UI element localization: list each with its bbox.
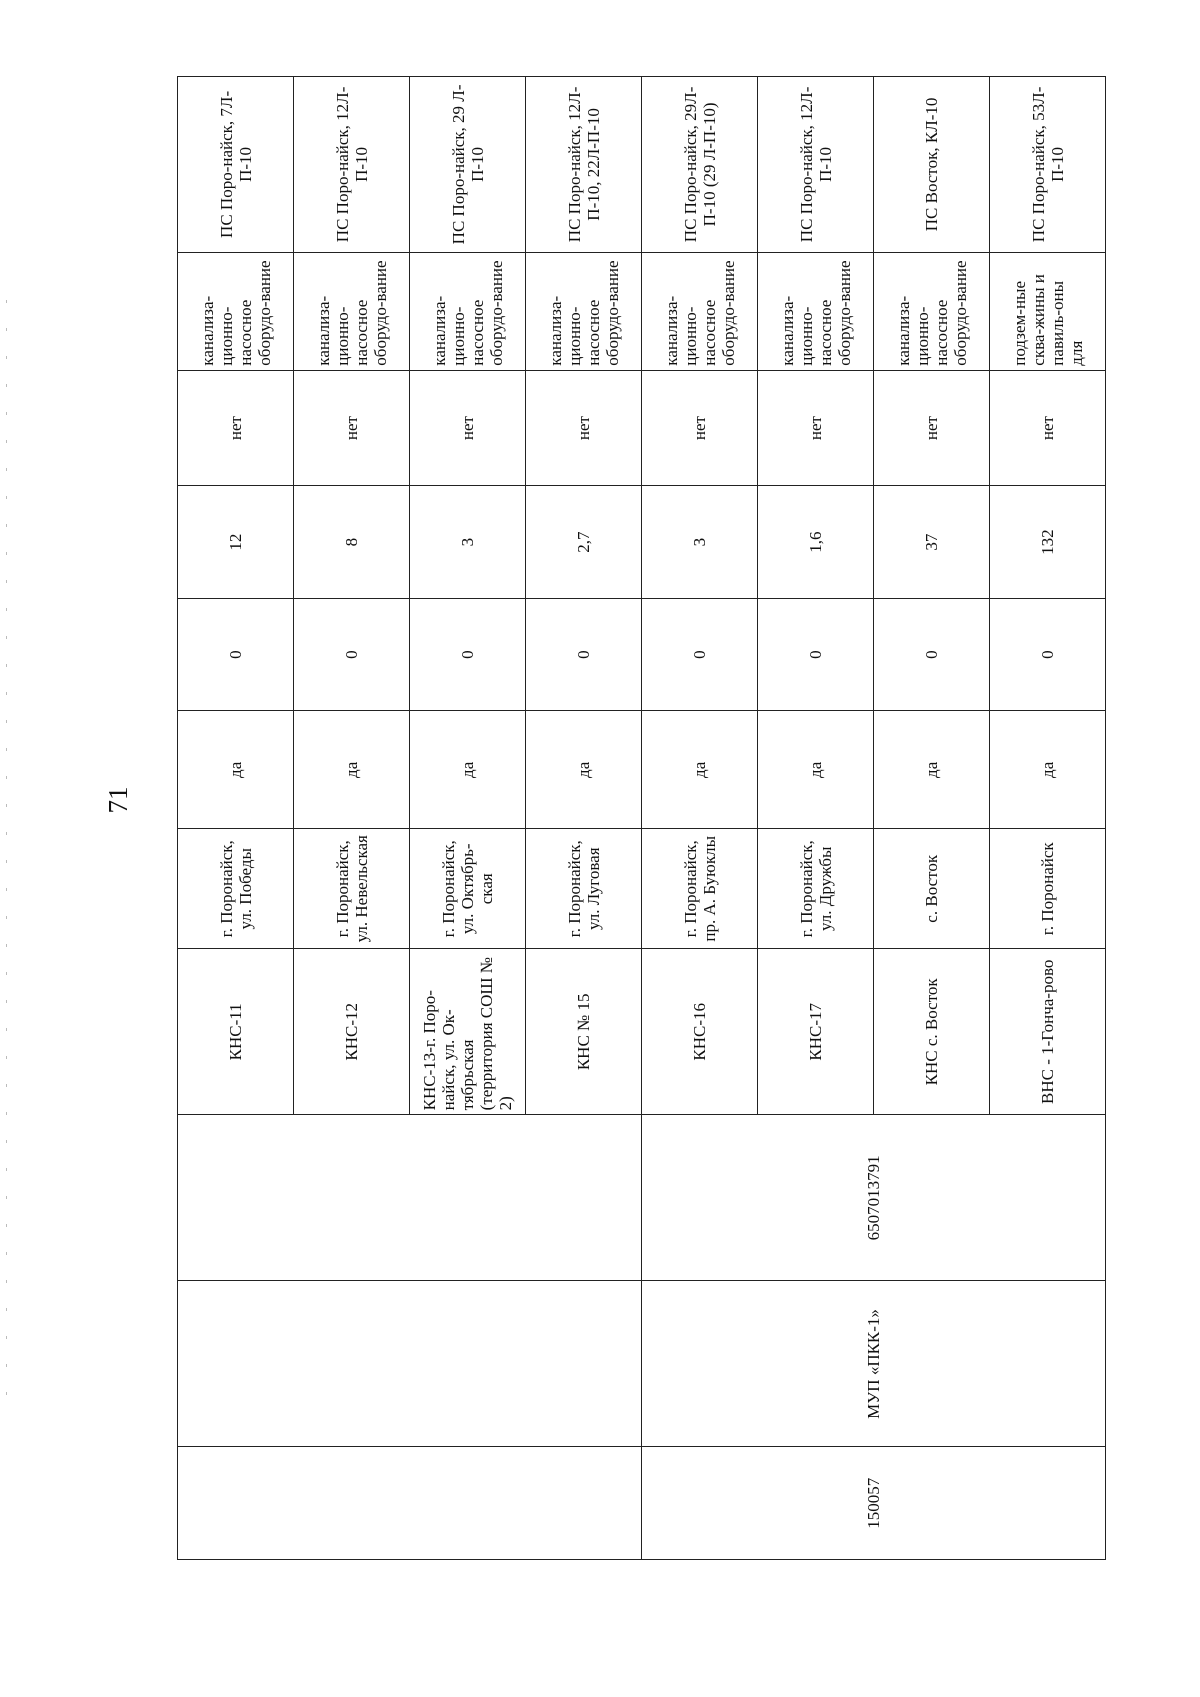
object-cell: КНС с. Восток <box>874 949 990 1115</box>
quantity-cell: 132 <box>990 486 1106 599</box>
station-cell: ПС Поро-найск, 12Л-П-10, 22Л-П-10 <box>526 77 642 253</box>
inn-cell-empty <box>178 1115 642 1281</box>
type-cell: канализа-ционно-насосное оборудо-вание <box>526 252 642 370</box>
zero-cell: 0 <box>874 598 990 711</box>
type-cell: канализа-ционно-насосное оборудо-вание <box>178 252 294 370</box>
status-cell: нет <box>990 370 1106 486</box>
type-cell: канализа-ционно-насосное оборудо-вание <box>642 252 758 370</box>
station-cell: ПС Поро-найск, 29Л-П-10 (29 Л-П-10) <box>642 77 758 253</box>
object-cell: КНС-13-г. Поро-найск, ул. Ок-тябрьская (территория СОШ № 2) <box>410 949 526 1115</box>
type-cell: канализа-ционно-насосное оборудо-вание <box>410 252 526 370</box>
address-cell: г. Поронайск, ул. Луговая <box>526 829 642 949</box>
quantity-cell: 8 <box>294 486 410 599</box>
zero-cell: 0 <box>990 598 1106 711</box>
data-table <box>177 76 1106 1560</box>
table-row <box>642 77 758 1560</box>
status-cell: нет <box>758 370 874 486</box>
status-cell: нет <box>178 370 294 486</box>
address-cell: г. Поронайск, пр. А. Буюклы <box>642 829 758 949</box>
station-cell: ПС Поро-найск, 29 Л-П-10 <box>410 77 526 253</box>
object-cell: КНС № 15 <box>526 949 642 1115</box>
address-cell: г. Поронайск <box>990 829 1106 949</box>
object-cell: КНС-11 <box>178 949 294 1115</box>
zero-cell: 0 <box>410 598 526 711</box>
object-cell: КНС-17 <box>758 949 874 1115</box>
organization-cell-empty <box>178 1281 642 1447</box>
organization-cell: МУП «ПКК-1» <box>642 1281 1106 1447</box>
status-cell: нет <box>874 370 990 486</box>
status-cell: нет <box>294 370 410 486</box>
station-cell: ПС Восток, КЛ-10 <box>874 77 990 253</box>
quantity-cell: 3 <box>410 486 526 599</box>
code-cell: 150057 <box>642 1447 1106 1560</box>
status-cell: нет <box>526 370 642 486</box>
zero-cell: 0 <box>294 598 410 711</box>
flag-cell: да <box>642 711 758 829</box>
quantity-cell: 12 <box>178 486 294 599</box>
rotated-table-container <box>177 76 1105 1560</box>
quantity-cell: 37 <box>874 486 990 599</box>
zero-cell: 0 <box>758 598 874 711</box>
flag-cell: да <box>410 711 526 829</box>
address-cell: с. Восток <box>874 829 990 949</box>
station-cell: ПС Поро-найск, 12Л-П-10 <box>758 77 874 253</box>
object-cell: ВНС - 1-Гонча-рово <box>990 949 1106 1115</box>
table-wrapper <box>177 76 1105 1560</box>
type-cell: канализа-ционно-насосное оборудо-вание <box>874 252 990 370</box>
type-cell: канализа-ционно-насосное оборудо-вание <box>758 252 874 370</box>
address-cell: г. Поронайск, ул. Невельская <box>294 829 410 949</box>
zero-cell: 0 <box>526 598 642 711</box>
flag-cell: да <box>758 711 874 829</box>
code-cell-empty <box>178 1447 642 1560</box>
page-number: 71 <box>103 786 133 814</box>
type-cell: подзем-ные сква-жины и павиль-оны для <box>990 252 1106 370</box>
object-cell: КНС-12 <box>294 949 410 1115</box>
scan-margin-line <box>6 300 7 1400</box>
table-row <box>178 77 294 1560</box>
zero-cell: 0 <box>178 598 294 711</box>
flag-cell: да <box>990 711 1106 829</box>
quantity-cell: 1,6 <box>758 486 874 599</box>
flag-cell: да <box>178 711 294 829</box>
station-cell: ПС Поро-найск, 53Л-П-10 <box>990 77 1106 253</box>
status-cell: нет <box>410 370 526 486</box>
object-cell: КНС-16 <box>642 949 758 1115</box>
address-cell: г. Поронайск, ул. Дружбы <box>758 829 874 949</box>
flag-cell: да <box>526 711 642 829</box>
quantity-cell: 3 <box>642 486 758 599</box>
type-cell: канализа-ционно-насосное оборудо-вание <box>294 252 410 370</box>
flag-cell: да <box>294 711 410 829</box>
status-cell: нет <box>642 370 758 486</box>
flag-cell: да <box>874 711 990 829</box>
station-cell: ПС Поро-найск, 12Л-П-10 <box>294 77 410 253</box>
address-cell: г. Поронайск, ул. Победы <box>178 829 294 949</box>
inn-cell: 6507013791 <box>642 1115 1106 1281</box>
station-cell: ПС Поро-найск, 7Л-П-10 <box>178 77 294 253</box>
address-cell: г. Поронайск, ул. Октябрь-ская <box>410 829 526 949</box>
quantity-cell: 2,7 <box>526 486 642 599</box>
zero-cell: 0 <box>642 598 758 711</box>
